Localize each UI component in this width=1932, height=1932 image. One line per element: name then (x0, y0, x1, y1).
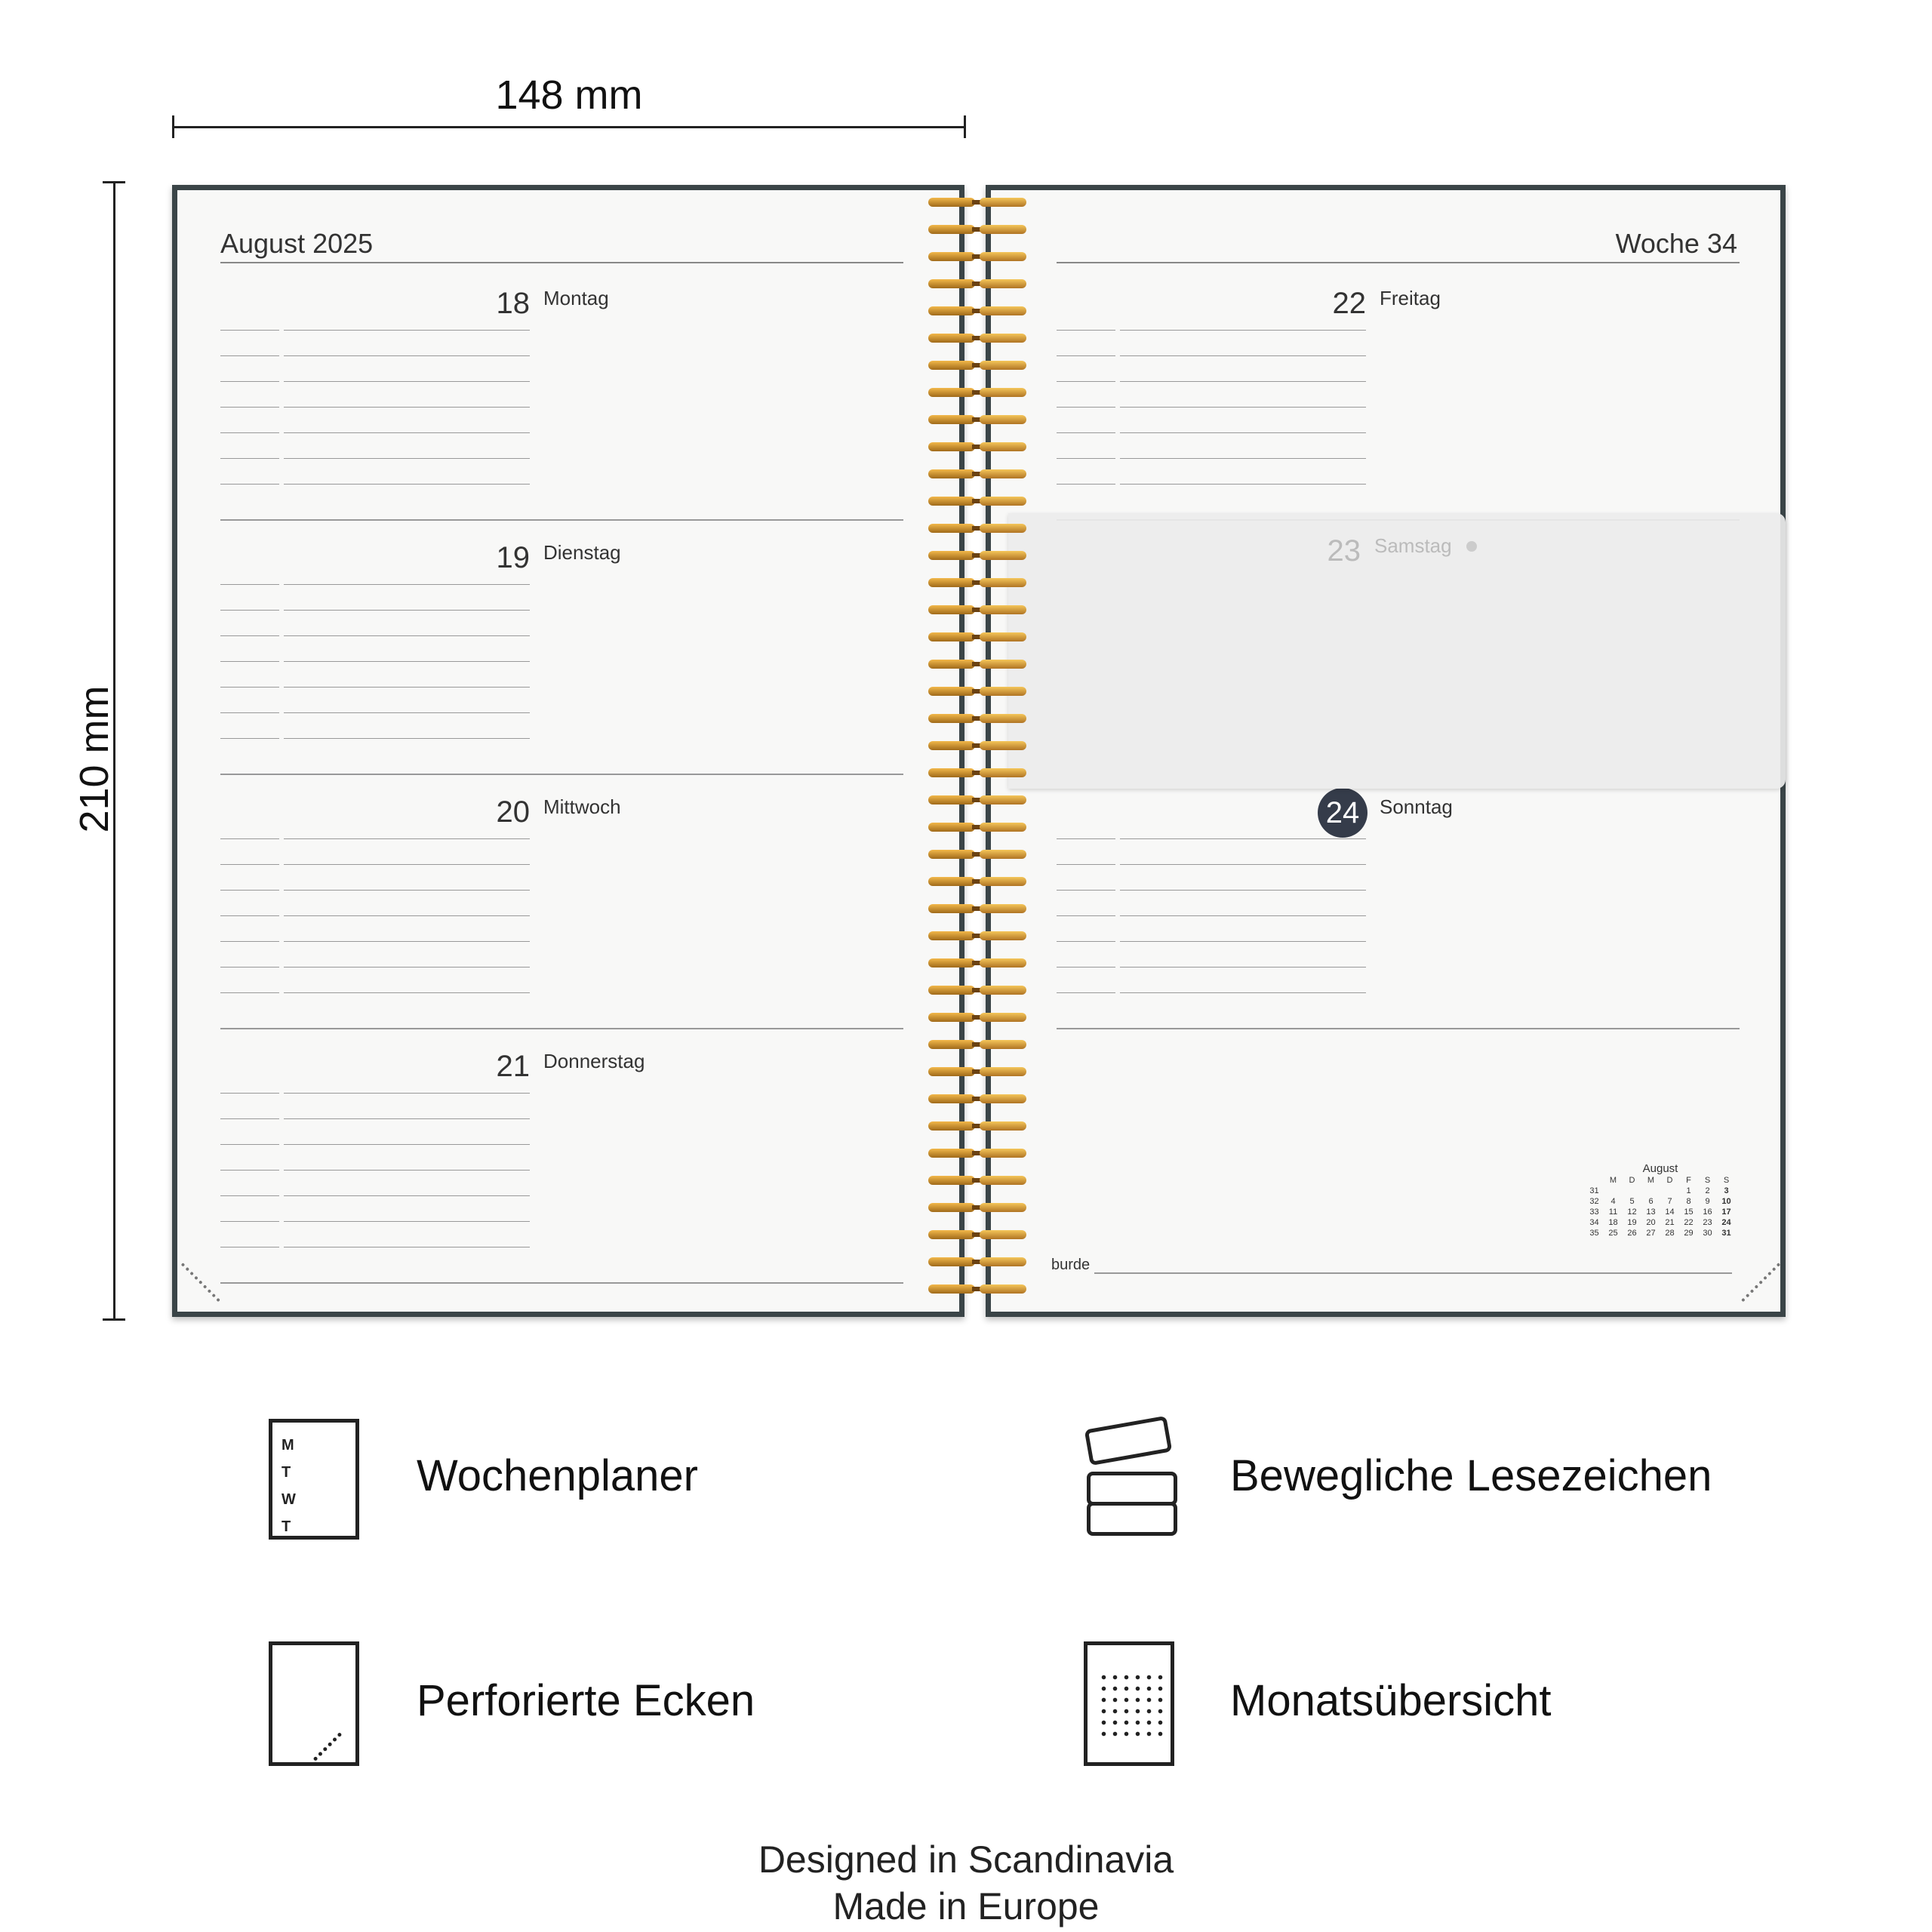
day-name: Donnerstag (543, 1050, 645, 1072)
line-entry (284, 635, 530, 636)
spiral-coil (927, 877, 1029, 888)
spiral-coil (927, 904, 1029, 915)
line-entry (1120, 484, 1366, 485)
width-label: 148 mm (495, 72, 643, 118)
spiral-coil (927, 198, 1029, 208)
line-entry (284, 1221, 530, 1222)
spiral-coil (927, 850, 1029, 860)
line-time (220, 330, 279, 331)
line-entry (284, 355, 530, 356)
line-entry (1120, 330, 1366, 331)
line-time (220, 1118, 279, 1119)
line-time (1057, 890, 1115, 891)
spiral-coil (927, 687, 1029, 697)
line-entry (284, 838, 530, 839)
mini-calendar-cell: 8 (1686, 1197, 1691, 1206)
day-block (220, 266, 900, 519)
line-entry (284, 661, 530, 662)
mini-calendar-row (1585, 1228, 1736, 1238)
day-block (220, 520, 900, 774)
spiral-coil (927, 1176, 1029, 1186)
mini-calendar-cell: 24 (1721, 1218, 1731, 1227)
spiral-coil (927, 361, 1029, 371)
line-entry (284, 610, 530, 611)
line-entry (1120, 432, 1366, 433)
spiral-coil (927, 714, 1029, 724)
spiral-coil (927, 1257, 1029, 1268)
today-marker: 24 (1318, 788, 1367, 838)
line-entry (284, 992, 530, 993)
line-entry (284, 1093, 530, 1094)
month-label: August 2025 (220, 228, 374, 259)
line-entry (1120, 838, 1366, 839)
tab-shape (1087, 1502, 1177, 1536)
line-time (220, 484, 279, 485)
line-time (220, 432, 279, 433)
mini-calendar-cell: 31 (1589, 1186, 1599, 1195)
mini-calendar-cell: 21 (1665, 1218, 1675, 1227)
mini-calendar-cell (1623, 1186, 1641, 1196)
line-entry (284, 890, 530, 891)
line-time (220, 661, 279, 662)
line-time (220, 838, 279, 839)
dot-grid (1098, 1672, 1166, 1740)
line-time (1057, 381, 1115, 382)
line-entry (1120, 407, 1366, 408)
line-time (1057, 864, 1115, 865)
line-entry (284, 967, 530, 968)
line-time (220, 1093, 279, 1094)
spiral-coil (927, 741, 1029, 752)
line-entry (1120, 941, 1366, 942)
line-time (220, 635, 279, 636)
day-name: Dienstag (543, 541, 621, 564)
mini-calendar-grid (1585, 1175, 1736, 1238)
mini-calendar-cell: 28 (1665, 1229, 1675, 1238)
line-time (1057, 484, 1115, 485)
mini-calendar-cell: 19 (1627, 1218, 1637, 1227)
mini-calendar-cell: 10 (1721, 1197, 1731, 1206)
line-entry (284, 1170, 530, 1171)
line-time (1057, 407, 1115, 408)
spiral-coil (927, 306, 1029, 317)
line-time (220, 941, 279, 942)
width-cap-right (964, 115, 966, 138)
line-time (220, 915, 279, 916)
spiral-coil (927, 986, 1029, 996)
spiral-coil (927, 1067, 1029, 1078)
line-time (1057, 838, 1115, 839)
footer-line2: Made in Europe (832, 1885, 1100, 1927)
perforation-corner (1741, 1263, 1782, 1303)
day-name: Montag (543, 287, 609, 309)
height-cap-bottom (103, 1318, 125, 1321)
spiral-coil (927, 225, 1029, 235)
spiral-coil (927, 442, 1029, 453)
day-block (220, 774, 900, 1028)
spiral-coil (927, 252, 1029, 263)
line-time (220, 355, 279, 356)
line-time (1057, 330, 1115, 331)
spiral-coil (927, 551, 1029, 561)
line-entry (284, 915, 530, 916)
mini-calendar-cell: 12 (1627, 1208, 1637, 1217)
mini-calendar-row (1585, 1207, 1736, 1217)
width-line (172, 126, 966, 128)
perforated-corner-icon (269, 1641, 359, 1766)
mini-calendar-header: S (1723, 1176, 1730, 1185)
mini-calendar-cell: 11 (1608, 1208, 1618, 1217)
icon-letter: M (281, 1437, 294, 1454)
mini-calendar-cell: 2 (1705, 1186, 1710, 1195)
icon-letter: W (281, 1491, 296, 1508)
day-name: Freitag (1380, 287, 1441, 309)
day-name: Samstag (1374, 534, 1452, 557)
line-entry (284, 432, 530, 433)
spiral-coil (927, 1121, 1029, 1132)
day-number: 23 (1327, 534, 1361, 568)
mini-calendar-cell: 29 (1684, 1229, 1694, 1238)
mini-calendar (1585, 1162, 1736, 1238)
bookmark-icon (1064, 1411, 1177, 1540)
mini-calendar-cell (1660, 1186, 1679, 1196)
mini-calendar-cell: 14 (1665, 1208, 1675, 1217)
month-overview-icon (1084, 1641, 1174, 1766)
icon-letter: T (281, 1518, 291, 1535)
day-name: Sonntag (1380, 795, 1453, 818)
spiral-coil (927, 1040, 1029, 1051)
perforation-dots (313, 1732, 343, 1761)
mini-calendar-cell: 22 (1684, 1218, 1694, 1227)
tab-shape (1087, 1472, 1177, 1506)
footer-rule (1094, 1272, 1732, 1274)
spiral-coil (927, 334, 1029, 344)
line-time (1057, 992, 1115, 993)
weekly-planner-icon (269, 1419, 359, 1540)
header-rule (1057, 262, 1740, 263)
brand-logo: burde (1051, 1257, 1091, 1273)
spiral-coil (927, 795, 1029, 806)
mini-calendar-cell: 1 (1686, 1186, 1691, 1195)
line-entry (284, 407, 530, 408)
day-number: 20 (496, 795, 530, 829)
line-entry (284, 941, 530, 942)
mini-calendar-row (1585, 1217, 1736, 1228)
day-block (220, 1029, 900, 1282)
mini-calendar-cell: 7 (1667, 1197, 1672, 1206)
width-cap-left (172, 115, 174, 138)
mini-calendar-cell (1641, 1186, 1660, 1196)
mini-calendar-cell: 4 (1611, 1197, 1616, 1206)
line-time (1057, 458, 1115, 459)
line-entry (1120, 864, 1366, 865)
spiral-coil (927, 1284, 1029, 1295)
line-entry (1120, 381, 1366, 382)
footer-line1: Designed in Scandinavia (758, 1838, 1174, 1881)
mini-calendar-header (1585, 1175, 1604, 1186)
mini-calendar-header: D (1666, 1176, 1673, 1185)
line-entry (1120, 967, 1366, 968)
line-time (220, 381, 279, 382)
mini-calendar-header: M (1609, 1176, 1617, 1185)
day-number: 19 (496, 541, 530, 574)
line-time (220, 610, 279, 611)
day-number: 22 (1332, 287, 1366, 320)
spiral-coil (927, 660, 1029, 670)
height-cap-top (103, 181, 125, 183)
line-entry (1120, 915, 1366, 916)
mini-calendar-cell: 16 (1703, 1208, 1712, 1217)
line-entry (1120, 992, 1366, 993)
line-entry (284, 330, 530, 331)
spiral-coil (927, 958, 1029, 969)
day-number: 21 (496, 1050, 530, 1083)
planner-left-page (172, 185, 964, 1317)
spiral-coil (927, 1203, 1029, 1214)
line-time (220, 687, 279, 688)
line-entry (284, 584, 530, 585)
line-time (220, 992, 279, 993)
spiral-coil (927, 469, 1029, 480)
line-entry (284, 381, 530, 382)
mini-calendar-header: D (1629, 1176, 1635, 1185)
mini-calendar-row (1585, 1196, 1736, 1207)
spiral-coil (927, 1013, 1029, 1023)
line-entry (284, 712, 530, 713)
day-number: 18 (496, 287, 530, 320)
spiral-coil (927, 524, 1029, 534)
header-rule (220, 262, 903, 263)
line-entry (284, 1144, 530, 1145)
bookmark-dot (1466, 541, 1477, 552)
line-time (220, 584, 279, 585)
line-time (220, 712, 279, 713)
mini-calendar-cell: 20 (1646, 1218, 1656, 1227)
ruler-shape (1084, 1416, 1173, 1466)
spiral-coil (927, 279, 1029, 290)
spiral-binding (927, 198, 1029, 1307)
mini-calendar-header: F (1686, 1176, 1691, 1185)
line-time (1057, 355, 1115, 356)
mini-calendar-cell: 33 (1589, 1208, 1599, 1217)
mini-calendar-cell: 32 (1589, 1197, 1599, 1206)
line-time (220, 1144, 279, 1145)
spiral-coil (927, 1094, 1029, 1105)
movable-bookmark[interactable] (1008, 513, 1786, 789)
mini-calendar-cell: 23 (1703, 1218, 1712, 1227)
line-entry (284, 864, 530, 865)
spiral-coil (927, 1149, 1029, 1159)
mini-calendar-cell: 3 (1724, 1186, 1729, 1195)
perforation-corner (180, 1263, 220, 1303)
mini-calendar-header: M (1647, 1176, 1655, 1185)
line-time (220, 1221, 279, 1222)
mini-calendar-cell: 6 (1648, 1197, 1654, 1206)
line-time (1057, 915, 1115, 916)
spiral-coil (927, 931, 1029, 942)
line-time (1057, 941, 1115, 942)
mini-calendar-cell: 15 (1684, 1208, 1694, 1217)
line-entry (1120, 458, 1366, 459)
line-entry (284, 484, 530, 485)
spiral-coil (927, 632, 1029, 643)
line-time (220, 1170, 279, 1171)
line-time (220, 890, 279, 891)
width-dimension (172, 72, 966, 118)
week-label: Woche 34 (1615, 228, 1737, 259)
mini-calendar-cell: 9 (1705, 1197, 1710, 1206)
spiral-coil (927, 1230, 1029, 1241)
day-block (1057, 774, 1736, 1028)
feature-weekly-label: Wochenplaner (417, 1451, 698, 1500)
day-rule (220, 1282, 903, 1284)
line-entry (1120, 355, 1366, 356)
line-time (1057, 432, 1115, 433)
line-entry (284, 1118, 530, 1119)
line-time (1057, 967, 1115, 968)
line-time (220, 738, 279, 739)
feature-monthly-label: Monatsübersicht (1230, 1676, 1552, 1725)
spiral-coil (927, 388, 1029, 398)
mini-calendar-cell: 35 (1589, 1229, 1599, 1238)
weekly-icon-letters (281, 1432, 296, 1540)
spiral-coil (927, 605, 1029, 616)
mini-calendar-row (1585, 1186, 1736, 1196)
spiral-coil (927, 823, 1029, 833)
line-time (220, 407, 279, 408)
line-time (220, 864, 279, 865)
spiral-coil (927, 768, 1029, 779)
mini-calendar-cell: 18 (1608, 1218, 1618, 1227)
mini-calendar-cell: 25 (1608, 1229, 1618, 1238)
feature-perforated-label: Perforierte Ecken (417, 1676, 755, 1725)
mini-calendar-cell: 17 (1721, 1208, 1731, 1217)
mini-calendar-cell: 34 (1589, 1218, 1599, 1227)
mini-calendar-cell: 13 (1646, 1208, 1656, 1217)
mini-calendar-cell (1604, 1186, 1623, 1196)
spiral-coil (927, 497, 1029, 507)
day-rule (1057, 1028, 1740, 1029)
mini-calendar-cell: 26 (1627, 1229, 1637, 1238)
mini-calendar-cell: 27 (1646, 1229, 1656, 1238)
spiral-coil (927, 578, 1029, 589)
line-entry (1120, 890, 1366, 891)
line-time (220, 1195, 279, 1196)
mini-calendar-header: S (1704, 1176, 1711, 1185)
mini-calendar-cell: 5 (1629, 1197, 1635, 1206)
day-block (1057, 266, 1736, 519)
mini-calendar-month: August (1642, 1162, 1678, 1175)
line-entry (284, 1195, 530, 1196)
mini-calendar-cell: 31 (1721, 1229, 1731, 1238)
day-name: Mittwoch (543, 795, 621, 818)
height-dimension (72, 181, 136, 1321)
line-time (220, 967, 279, 968)
spiral-coil (927, 415, 1029, 426)
feature-bookmark-label: Bewegliche Lesezeichen (1230, 1451, 1712, 1500)
line-entry (284, 687, 530, 688)
line-time (220, 458, 279, 459)
line-entry (284, 738, 530, 739)
mini-calendar-cell: 30 (1703, 1229, 1712, 1238)
icon-letter: T (281, 1464, 291, 1481)
line-entry (284, 458, 530, 459)
height-label: 210 mm (72, 685, 117, 833)
